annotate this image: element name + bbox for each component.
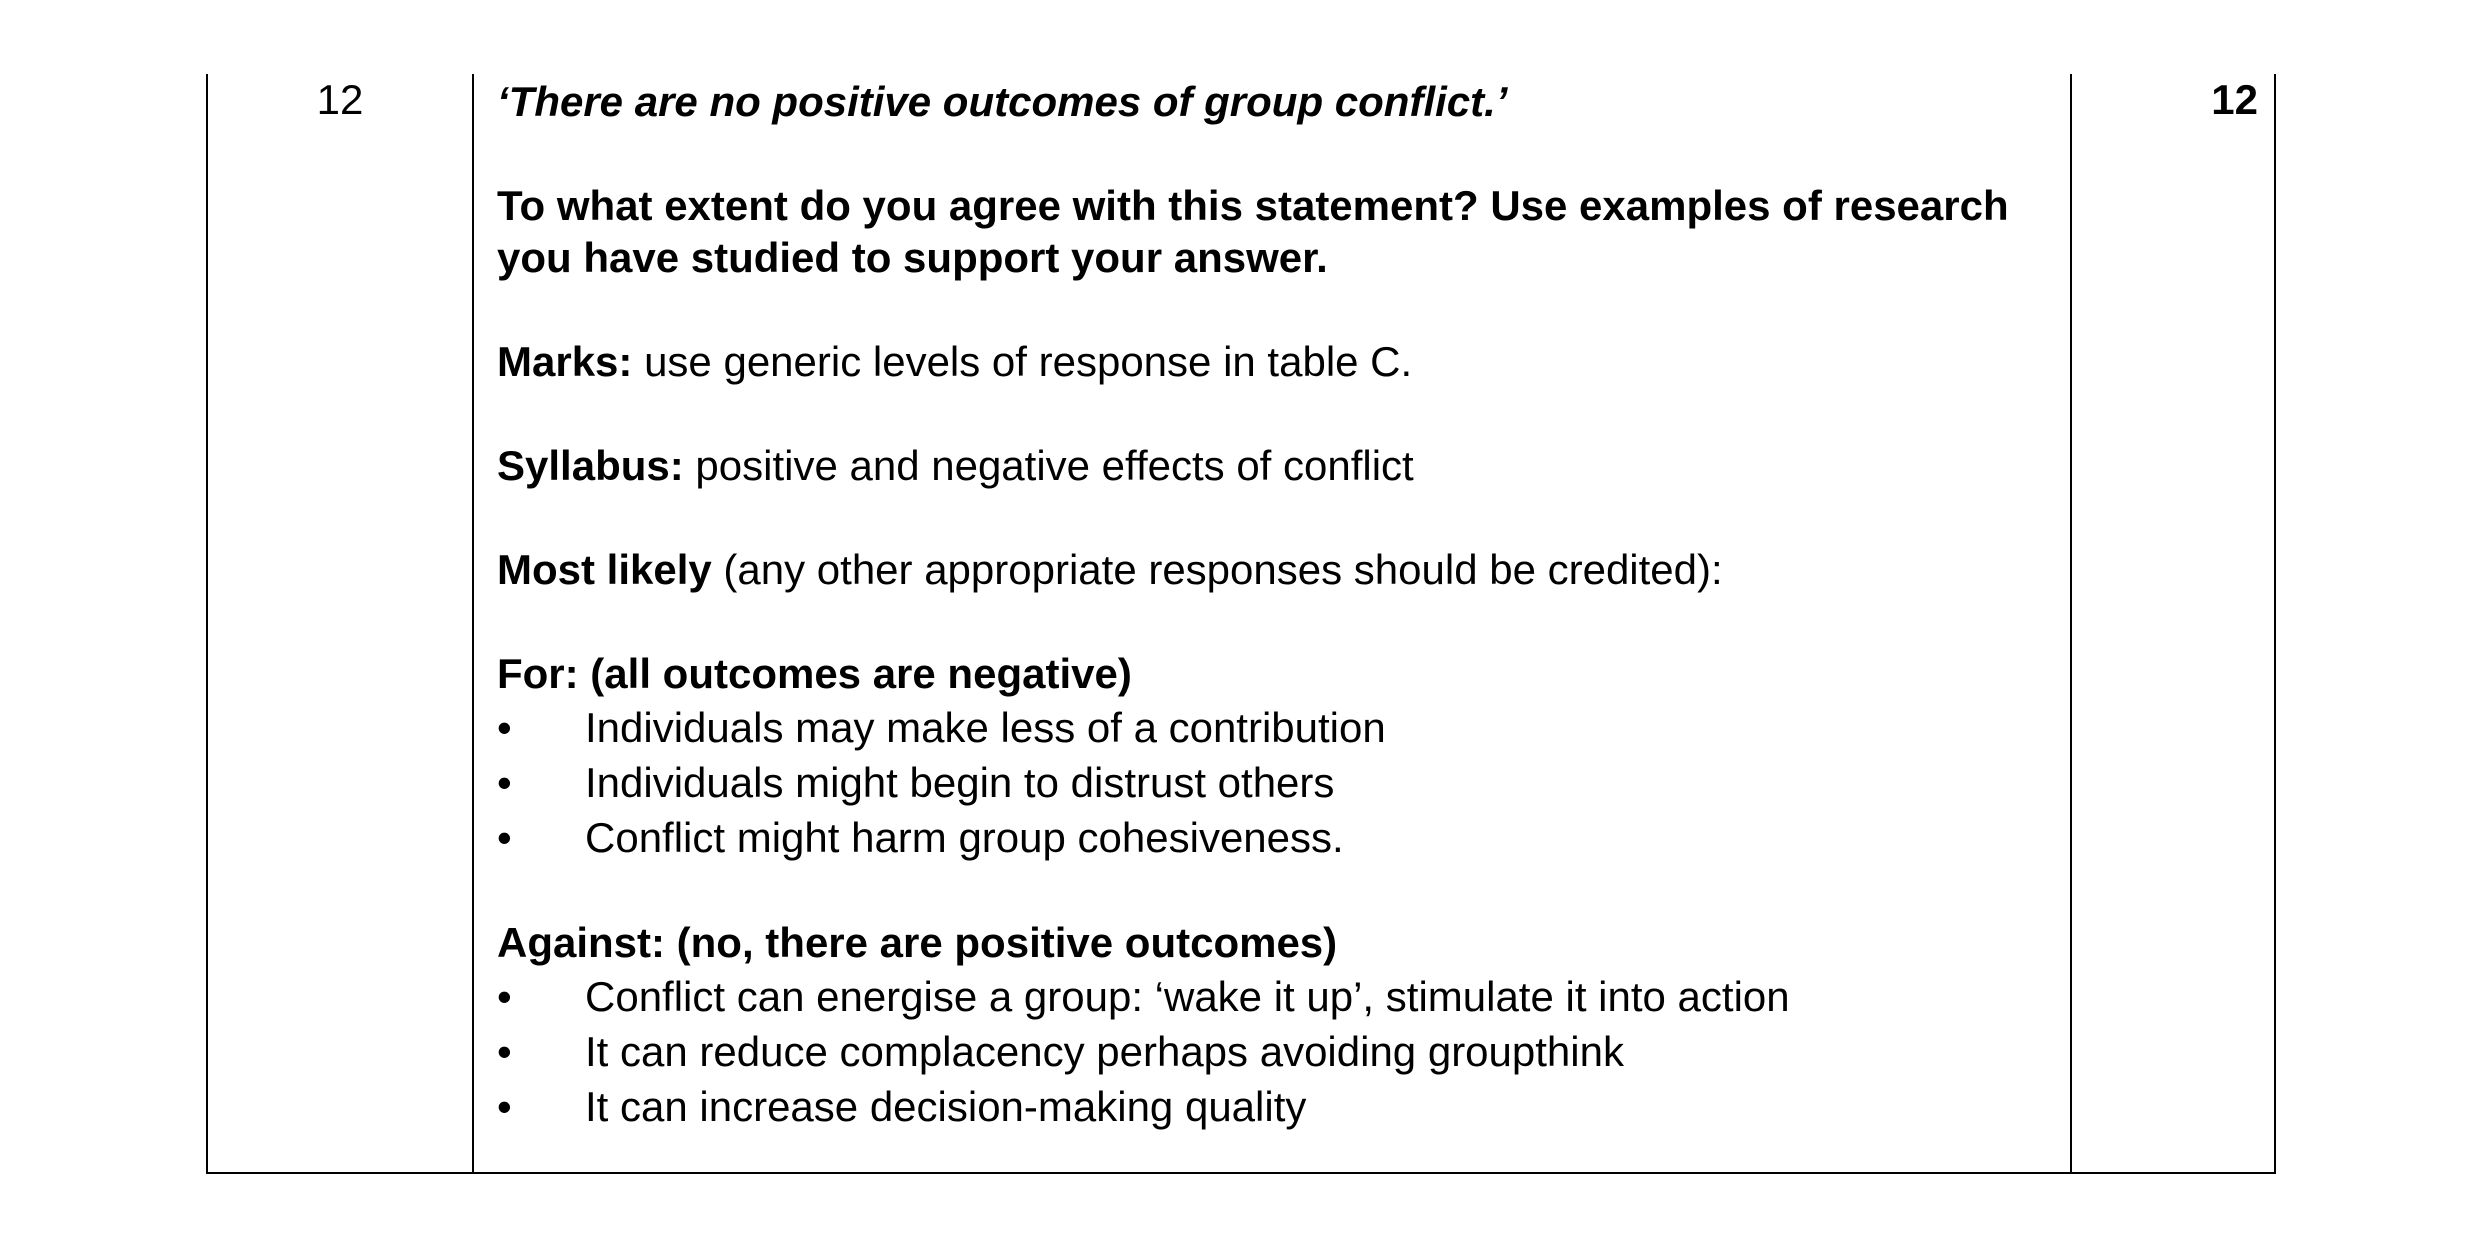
syllabus-text: positive and negative effects of conflict [683,442,1414,489]
spacer [497,388,2057,440]
table-bottom-border [206,1172,2276,1174]
list-item-text: Individuals might begin to distrust others [585,759,1335,806]
spacer [497,284,2057,336]
against-heading: Against: (no, there are positive outcomes) [497,919,1338,966]
question-number: 12 [316,76,364,123]
marks-label: Marks: [497,338,633,385]
table-left-border [206,74,208,1174]
list-item [497,1024,2057,1079]
most-likely-line [497,544,2057,596]
list-item-text: Conflict can energise a group: ‘wake it up’, stimulate it into action [585,973,1790,1020]
list-item-text: Individuals may make less of a contribution [585,704,1386,751]
list-item [497,1079,2057,1134]
bullet-icon: • [497,814,512,861]
marks-text: use generic levels of response in table C. [632,338,1413,385]
bullet-icon: • [497,1028,512,1075]
table-column-divider-1 [472,74,474,1174]
spacer [497,128,2057,180]
table-right-border [2274,74,2276,1174]
syllabus-label: Syllabus: [497,442,684,489]
bullet-icon: • [497,973,512,1020]
spacer [497,865,2057,917]
most-likely-text: (any other appropriate responses should be credited): [711,546,1723,593]
list-item-text: It can reduce complacency perhaps avoiding groupthink [585,1028,1624,1075]
list-item-text: It can increase decision-making quality [585,1083,1307,1130]
spacer [497,596,2057,648]
list-item [497,755,2057,810]
bullet-icon: • [497,704,512,751]
table-column-divider-2 [2070,74,2072,1174]
syllabus-line [497,440,2057,492]
question-statement: ‘There are no positive outcomes of group conflict.’ [497,78,1508,125]
bullet-icon: • [497,759,512,806]
list-item-text: Conflict might harm group cohesiveness. [585,814,1344,861]
most-likely-label: Most likely [497,546,712,593]
list-item [497,969,2057,1024]
bullet-icon: • [497,1083,512,1130]
against-list [497,969,2057,1134]
for-heading: For: (all outcomes are negative) [497,650,1132,697]
spacer [497,492,2057,544]
answer-guidance [497,76,2057,1134]
list-item [497,810,2057,865]
total-marks: 12 [2211,76,2258,123]
list-item [497,700,2057,755]
question-prompt: To what extent do you agree with this statement? Use examples of research you have studied to support your answer. [497,182,2009,281]
marks-line [497,336,2057,388]
for-list [497,700,2057,865]
